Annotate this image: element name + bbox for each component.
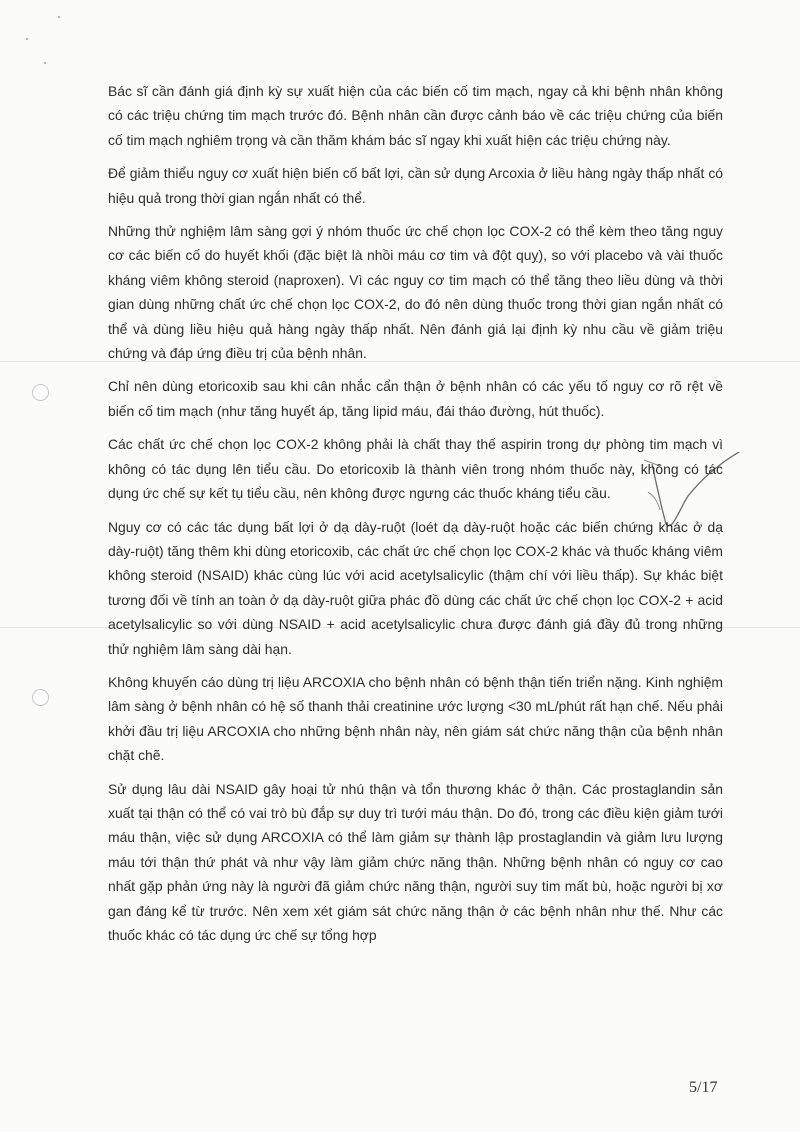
paragraph-4: Chỉ nên dùng etoricoxib sau khi cân nhắc cẩn thận ở bệnh nhân có các yếu tố nguy cơ rõ rệt về biến cố tim mạch (như tăng huyết áp, tăng lipid máu, đái tháo đường, hút thuốc).: [108, 378, 723, 419]
paragraph-6: Nguy cơ có các tác dụng bất lợi ở dạ dày-ruột (loét dạ dày-ruột hoặc các biến chứng khác ở dạ dày-ruột) tăng thêm khi dùng etoricoxib, các chất ức chế chọn lọc COX-2 khác và thuốc kháng viêm không steroid (NSAID) khác cùng lúc với acid acetylsalicylic (thậm chí với liều thấp). Sự khác biệt tương đối về tính an toàn ở dạ dày-ruột giữa phác đồ dùng các chất ức chế chọn lọc COX-2 + acid acetylsalicylic so với dùng NSAID + acid acetylsalicylic chưa được đánh giá đầy đủ trong những thử nghiệm lâm sàng dài hạn.: [108, 518, 723, 657]
scan-speck: [26, 38, 28, 40]
paragraph-1: Bác sĩ cần đánh giá định kỳ sự xuất hiện của các biến cố tim mạch, ngay cả khi bệnh nhân không có các triệu chứng tim mạch trước đó. Bệnh nhân cần được cảnh báo về các triệu chứng của biến cố tim mạch nghiêm trọng và cần thăm khám bác sĩ ngay khi xuất hiện các triệu chứng này.: [108, 83, 723, 148]
page-number: 5/17: [689, 1079, 718, 1096]
paragraph-3: Những thử nghiệm lâm sàng gợi ý nhóm thuốc ức chế chọn lọc COX-2 có thể kèm theo tăng nguy cơ các biến cố do huyết khối (đặc biệt là nhồi máu cơ tim và đột quỵ), so với placebo và vài thuốc kháng viêm không steroid (naproxen). Vì các nguy cơ tim mạch có thể tăng theo liều dùng và thời gian dùng những chất ức chế chọn lọc COX-2, do đó nên dùng thuốc trong thời gian ngắn nhất có thể và dùng liều hiệu quả hàng ngày thấp nhất. Nên đánh giá lại định kỳ nhu cầu về giảm triệu chứng và đáp ứng điều trị của bệnh nhân.: [108, 223, 723, 362]
scan-speck: [58, 16, 60, 18]
punch-hole: [32, 689, 49, 706]
paragraph-5: Các chất ức chế chọn lọc COX-2 không phải là chất thay thế aspirin trong dự phòng tim mạch vì không có tác dụng lên tiểu cầu. Do etoricoxib là thành viên trong nhóm thuốc này, không có tác dụng ức chế sự kết tụ tiểu cầu, nên không được ngưng các thuốc kháng tiểu cầu.: [108, 436, 723, 502]
document-body: [108, 79, 723, 956]
paragraph-2: Để giảm thiểu nguy cơ xuất hiện biến cố bất lợi, cần sử dụng Arcoxia ở liều hàng ngày thấp nhất có hiệu quả trong thời gian ngắn nhất có thể.: [108, 165, 723, 206]
paragraph-8: Sử dụng lâu dài NSAID gây hoại tử nhú thận và tổn thương khác ở thận. Các prostaglandin sản xuất tại thận có thể có vai trò bù đắp sự duy trì tưới máu thận. Do đó, trong các điều kiện giảm tưới máu thận, việc sử dụng ARCOXIA có thể làm giảm sự thành lập prostaglandin và giảm lưu lượng máu tới thận thứ phát và như vậy làm giảm chức năng thận. Những bệnh nhân có nguy cơ cao nhất gặp phản ứng này là người đã giảm chức năng thận, người suy tim mất bù, hoặc người bị xơ gan đáng kể từ trước. Nên xem xét giám sát chức năng thận ở các bệnh nhân như thế. Như các thuốc khác có tác dụng ức chế sự tổng hợp: [108, 780, 723, 943]
punch-hole: [32, 384, 49, 401]
paragraph-7: Không khuyến cáo dùng trị liệu ARCOXIA cho bệnh nhân có bệnh thận tiến triển nặng. Kinh nghiệm lâm sàng ở bệnh nhân có hệ số thanh thải creatinine ước lượng <30 mL/phút rất hạn chế. Nếu phải khởi đầu trị liệu ARCOXIA cho những bệnh nhân này, nên giám sát chức năng thận của bệnh nhân chặt chẽ.: [108, 673, 723, 764]
scan-speck: [44, 62, 46, 64]
